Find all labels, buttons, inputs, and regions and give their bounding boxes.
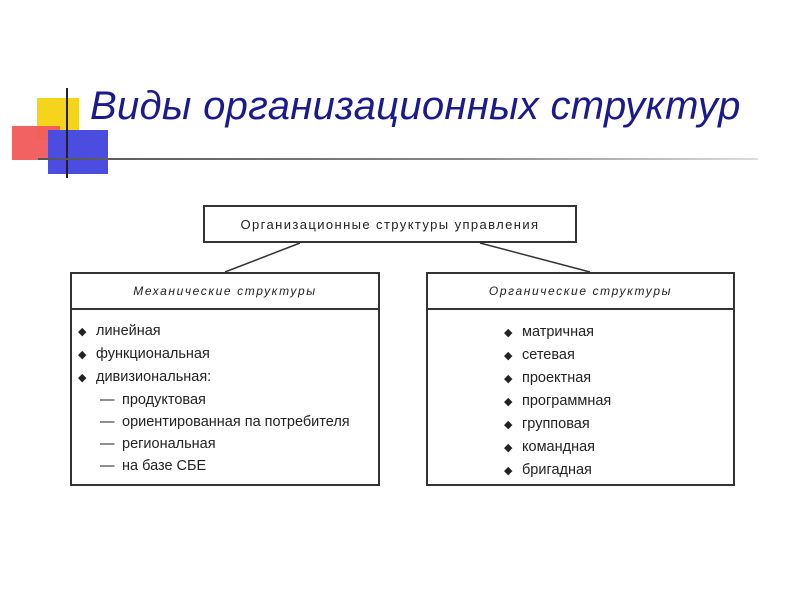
mechanical-structures-list	[78, 320, 350, 477]
list-item-label: дивизиональная:	[96, 369, 212, 385]
connector-left	[225, 243, 300, 272]
mechanical-structures-header	[70, 272, 380, 310]
list-item-label: на базе СБЕ	[122, 458, 207, 474]
diamond-bullet-icon: ◆	[504, 373, 513, 385]
list-item	[504, 390, 611, 413]
list-item	[504, 413, 611, 436]
list-item	[78, 455, 350, 477]
list-item-label: ориентированная па потребителя	[122, 414, 350, 430]
list-item-label: сетевая	[522, 347, 575, 363]
list-item-label: командная	[522, 439, 595, 455]
diamond-bullet-icon: ◆	[504, 465, 513, 477]
list-item	[504, 367, 611, 390]
diamond-bullet-icon: ◆	[78, 349, 87, 361]
list-item	[78, 411, 350, 433]
list-item-label: матричная	[522, 324, 594, 340]
list-item	[78, 389, 350, 411]
list-item	[78, 320, 350, 343]
mechanical-structures-list-box	[70, 308, 380, 486]
diamond-bullet-icon: ◆	[504, 442, 513, 454]
organic-header-label: Органические структуры	[488, 284, 673, 298]
list-item-label: региональная	[122, 436, 216, 452]
list-item-label: продуктовая	[122, 392, 206, 408]
list-item-label: функциональная	[96, 346, 210, 362]
diamond-bullet-icon: ◆	[504, 327, 513, 339]
mechanical-header-label: Механические структуры	[133, 284, 317, 298]
root-node-label: Организационные структуры управления	[240, 216, 540, 232]
dash-icon: —	[100, 436, 115, 452]
dash-icon: —	[100, 414, 115, 430]
diamond-bullet-icon: ◆	[504, 350, 513, 362]
organic-structures-list	[504, 321, 611, 482]
list-item	[504, 436, 611, 459]
slide-title: Виды организационных структур	[90, 84, 741, 128]
list-item-label: программная	[522, 393, 612, 409]
list-item	[504, 321, 611, 344]
organic-structures-header	[426, 272, 735, 310]
diamond-bullet-icon: ◆	[78, 326, 87, 338]
dash-icon: —	[100, 458, 115, 474]
organic-structures-list-box	[426, 308, 735, 486]
connector-right	[480, 243, 590, 272]
list-item	[504, 344, 611, 367]
diamond-bullet-icon: ◆	[78, 372, 87, 384]
list-item-label: бригадная	[522, 462, 592, 478]
list-item	[78, 343, 350, 366]
diamond-bullet-icon: ◆	[504, 419, 513, 431]
list-item-label: групповая	[522, 416, 590, 432]
root-node	[203, 205, 577, 243]
diamond-bullet-icon: ◆	[504, 396, 513, 408]
dash-icon: —	[100, 392, 115, 408]
list-item	[78, 433, 350, 455]
list-item-label: проектная	[522, 370, 592, 386]
list-item	[504, 459, 611, 482]
list-item-label: линейная	[96, 323, 161, 339]
list-item	[78, 366, 350, 389]
